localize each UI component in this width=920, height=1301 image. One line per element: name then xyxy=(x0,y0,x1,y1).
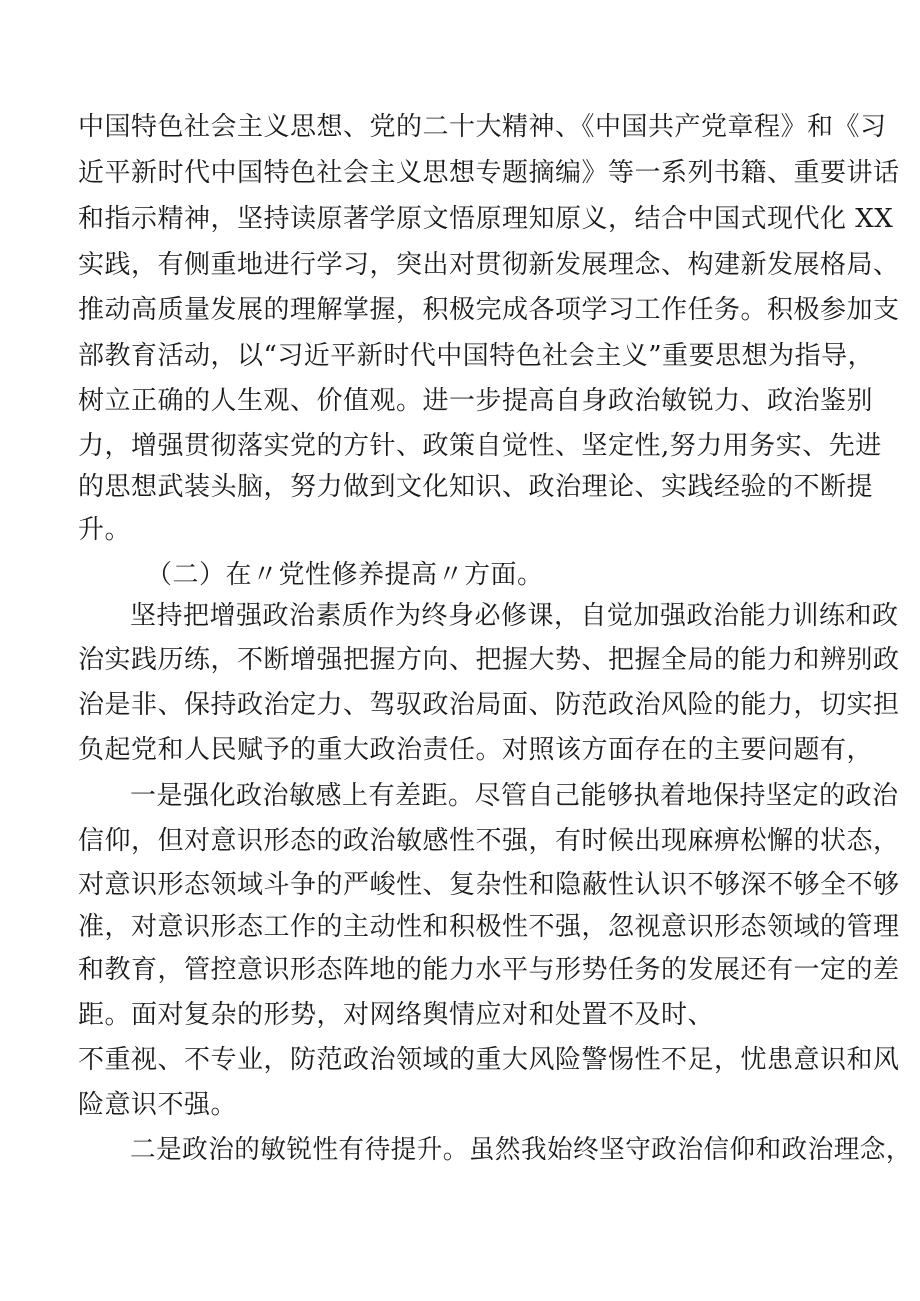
text-line: 和指示精神，坚持读原著学原文悟原理知原义，结合中国式现代化 XX xyxy=(78,204,894,234)
text-line: 负起党和人民赋予的重大政治责任。对照该方面存在的主要问题有， xyxy=(78,735,874,765)
text-line: 不重视、不专业，防范政治领域的重大风险警惕性不足，忧患意识和风 xyxy=(78,1045,900,1075)
text-line: 治实践历练，不断增强把握方向、把握大势、把握全局的能力和辨别政 xyxy=(78,645,900,675)
text-line: 治是非、保持政治定力、驾驭政治局面、防范政治风险的能力，切实担 xyxy=(78,690,900,720)
paragraph-first-line: 坚持把增强政治素质作为终身必修课，自觉加强政治能力训练和政 xyxy=(130,601,899,631)
text-line: 和教育，管控意识形态阵地的能力水平与形势任务的发展还有一定的差 xyxy=(78,955,900,985)
text-line: 实践，有侧重地进行学习，突出对贯彻新发展理念、构建新发展格局、 xyxy=(78,250,900,280)
paragraph-first-line: 一是强化政治敏感上有差距。尽管自己能够执着地保持坚定的政治 xyxy=(130,781,899,811)
text-line: 推动高质量发展的理解掌握，积极完成各项学习工作任务。积极参加支 xyxy=(78,295,900,325)
text-line: 准，对意识形态工作的主动性和积极性不强，忽视意识形态领域的管理 xyxy=(78,912,900,942)
text-line: 对意识形态领域斗争的严峻性、复杂性和隐蔽性认识不够深不够全不够 xyxy=(78,870,900,900)
text-line: 部教育活动，以“习近平新时代中国特色社会主义”重要思想为指导， xyxy=(78,341,875,371)
text-line: 中国特色社会主义思想、党的二十大精神、《中国共产党章程》和《习 xyxy=(78,112,887,142)
text-line: 险意识不强。 xyxy=(78,1090,238,1120)
text-line: 信仰，但对意识形态的政治敏感性不强，有时候出现麻痹松懈的状态， xyxy=(78,826,900,856)
section-heading: （二）在〃党性修养提高〃方面。 xyxy=(146,560,544,590)
text-line: 近平新时代中国特色社会主义思想专题摘编》等一系列书籍、重要讲话 xyxy=(78,158,900,188)
text-line: 升。 xyxy=(78,515,132,545)
paragraph-first-line: 二是政治的敏锐性有待提升。虽然我始终坚守政治信仰和政治理念， xyxy=(130,1135,912,1165)
text-line: 的思想武装头脑，努力做到文化知识、政治理论、实践经验的不断提 xyxy=(78,472,874,502)
text-line: 距。面对复杂的形势，对网络舆情应对和处置不及时、 xyxy=(78,1000,715,1030)
text-line: 力，增强贯彻落实党的方针、政策自觉性、坚定性,努力用务实、先进 xyxy=(78,431,882,461)
text-line: 树立正确的人生观、价值观。进一步提高自身政治敏锐力、政治鉴别 xyxy=(78,386,874,416)
